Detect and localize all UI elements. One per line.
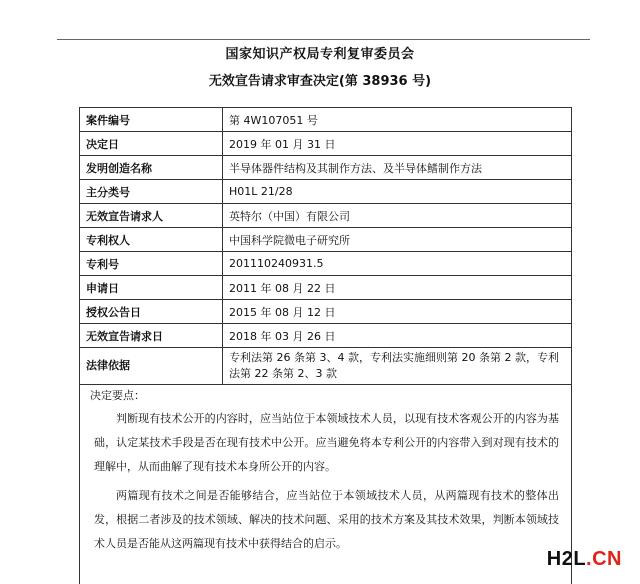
table-row bbox=[80, 108, 572, 132]
table-row bbox=[80, 132, 572, 156]
decision-paragraph: 判断现有技术公开的内容时，应当站位于本领域技术人员，以现有技术客观公开的内容为基础，认定某技术手段是否在现有技术中公开。应当避免将本专利公开的内容带入到对现有技术的理解中，从而曲解了现有技术本身所公开的内容。 bbox=[94, 412, 559, 473]
top-rule bbox=[57, 39, 590, 40]
row-value: 2018 年 03 月 26 日 bbox=[223, 324, 572, 348]
row-value: 专利法第 26 条第 3、4 款，专利法实施细则第 20 条第 2 款，专利法第 22 条第 2、3 款 bbox=[223, 348, 572, 385]
table-row bbox=[80, 204, 572, 228]
table-row bbox=[80, 276, 572, 300]
row-label: 申请日 bbox=[80, 276, 223, 300]
row-label: 无效宣告请求日 bbox=[80, 324, 223, 348]
decision-points-box bbox=[79, 384, 572, 584]
row-value: 2015 年 08 月 12 日 bbox=[223, 300, 572, 324]
row-value: H01L 21/28 bbox=[223, 180, 572, 204]
row-value: 201110240931.5 bbox=[223, 252, 572, 276]
table-row bbox=[80, 324, 572, 348]
row-label: 专利号 bbox=[80, 252, 223, 276]
decision-heading: 决定要点： bbox=[90, 389, 145, 402]
row-label: 发明创造名称 bbox=[80, 156, 223, 180]
decision-paragraph: 两篇现有技术之间是否能够结合，应当站位于本领域技术人员，从两篇现有技术的整体出发，根据二者涉及的技术领域、解决的技术问题、采用的技术方案及其技术效果，判断本领域技术人员是否能从这两篇现有技术中获得结合的启示。 bbox=[94, 489, 559, 550]
row-value: 第 4W107051 号 bbox=[223, 108, 572, 132]
row-label: 专利权人 bbox=[80, 228, 223, 252]
watermark-part-2: .CN bbox=[586, 548, 622, 570]
row-label: 授权公告日 bbox=[80, 300, 223, 324]
row-label: 法律依据 bbox=[80, 348, 223, 385]
case-info-table bbox=[79, 107, 572, 385]
table-row bbox=[80, 348, 572, 385]
row-value: 中国科学院微电子研究所 bbox=[223, 228, 572, 252]
row-label: 决定日 bbox=[80, 132, 223, 156]
organization-title: 国家知识产权局专利复审委员会 bbox=[225, 47, 415, 62]
table-row bbox=[80, 180, 572, 204]
table-row bbox=[80, 252, 572, 276]
row-value: 2011 年 08 月 22 日 bbox=[223, 276, 572, 300]
document-title: 无效宣告请求审查决定(第 38936 号) bbox=[208, 74, 432, 89]
row-label: 案件编号 bbox=[80, 108, 223, 132]
row-value: 2019 年 01 月 31 日 bbox=[223, 132, 572, 156]
table-row bbox=[80, 228, 572, 252]
row-label: 无效宣告请求人 bbox=[80, 204, 223, 228]
table-row bbox=[80, 156, 572, 180]
table-row bbox=[80, 300, 572, 324]
watermark-part-1: H2L bbox=[546, 548, 587, 570]
row-label: 主分类号 bbox=[80, 180, 223, 204]
row-value: 英特尔（中国）有限公司 bbox=[223, 204, 572, 228]
watermark-logo bbox=[547, 548, 622, 571]
row-value: 半导体器件结构及其制作方法、及半导体鳍制作方法 bbox=[223, 156, 572, 180]
